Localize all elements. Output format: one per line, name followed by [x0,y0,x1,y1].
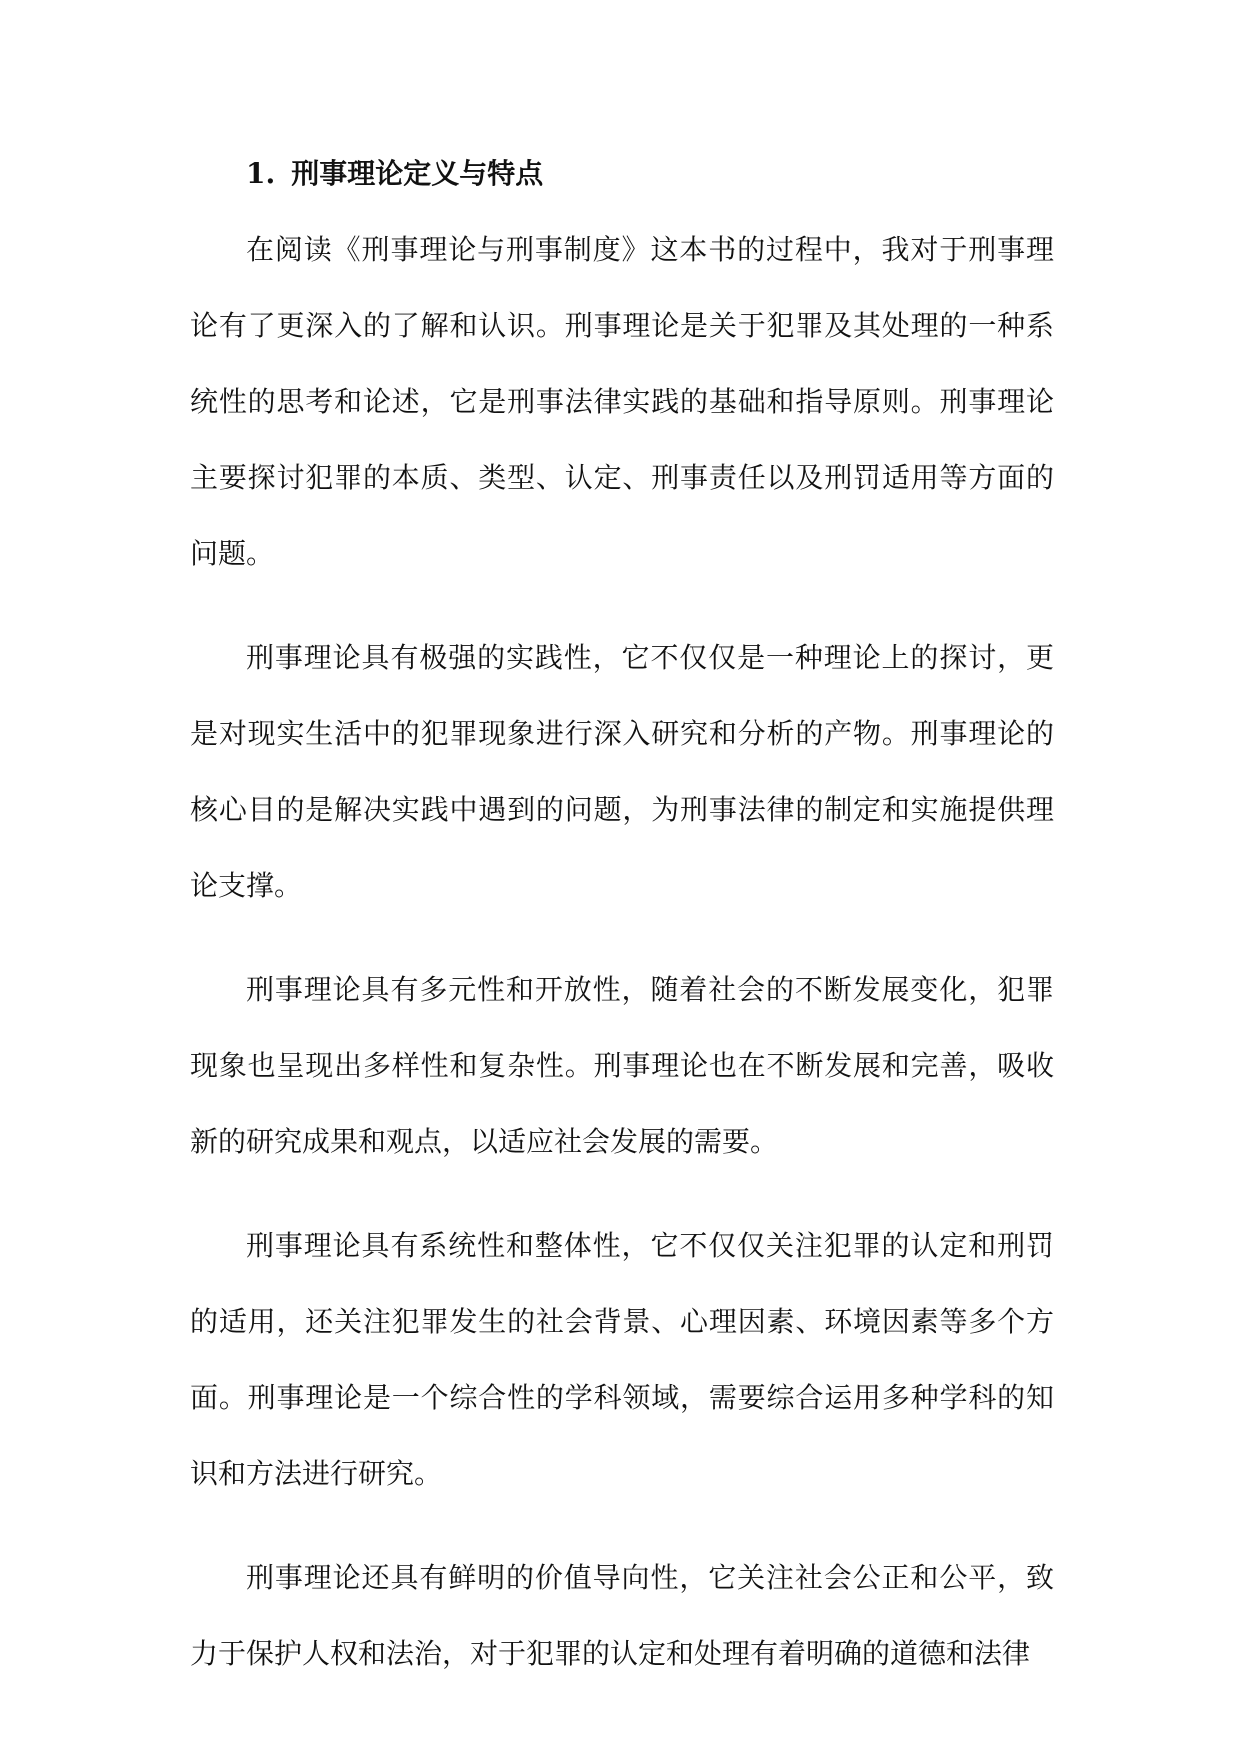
paragraph-2: 刑事理论具有极强的实践性，它不仅仅是一种理论上的探讨，更是对现实生活中的犯罪现象进行深入研究和分析的产物。刑事理论的核心目的是解决实践中遇到的问题，为刑事法律的制定和实施提供理论支撑。 [190,641,1054,902]
section-heading [190,150,1054,198]
section-title: 刑事理论定义与特点 [291,157,544,190]
section-number: 1. [246,157,276,190]
paragraph-5: 刑事理论还具有鲜明的价值导向性，它关注社会公正和公平，致力于保护人权和法治，对于犯罪的认定和处理有着明确的道德和法律 [190,1561,1054,1670]
paragraph-1: 在阅读《刑事理论与刑事制度》这本书的过程中，我对于刑事理论有了更深入的了解和认识。刑事理论是关于犯罪及其处理的一种系统性的思考和论述，它是刑事法律实践的基础和指导原则。刑事理论主要探讨犯罪的本质、类型、认定、刑事责任以及刑罚适用等方面的问题。 [190,233,1054,570]
paragraph-3: 刑事理论具有多元性和开放性，随着社会的不断发展变化，犯罪现象也呈现出多样性和复杂性。刑事理论也在不断发展和完善，吸收新的研究成果和观点，以适应社会发展的需要。 [190,973,1054,1158]
document-page [190,150,1054,1692]
paragraph-4: 刑事理论具有系统性和整体性，它不仅仅关注犯罪的认定和刑罚的适用，还关注犯罪发生的社会背景、心理因素、环境因素等多个方面。刑事理论是一个综合性的学科领域，需要综合运用多种学科的知识和方法进行研究。 [190,1229,1054,1490]
